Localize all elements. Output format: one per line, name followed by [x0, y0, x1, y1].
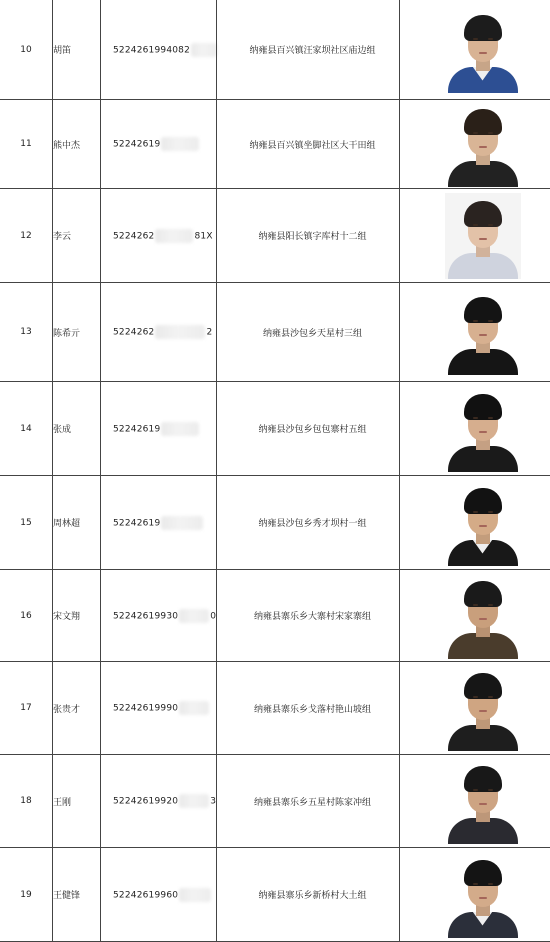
person-name: 王健锋: [53, 891, 81, 901]
column-divider: [399, 755, 400, 847]
table-row: [0, 100, 550, 189]
photo-eye-right: [488, 38, 493, 40]
photo-eye-right: [488, 417, 493, 419]
person-name: 李云: [53, 232, 72, 242]
column-divider: [52, 189, 53, 282]
table-row: [0, 848, 550, 942]
id-number: [113, 422, 200, 436]
id-number-visible-prefix: 52242619: [113, 424, 161, 434]
photo-eye-right: [488, 224, 493, 226]
column-divider: [216, 570, 217, 661]
id-number-cell: [100, 283, 216, 381]
id-number-cell: [100, 476, 216, 569]
id-number-cell: [100, 0, 216, 99]
photo-eye-right: [488, 696, 493, 698]
column-divider: [399, 848, 400, 941]
photo-eye-right: [488, 604, 493, 606]
column-divider: [52, 382, 53, 475]
row-number: 12: [20, 230, 32, 241]
row-number: 15: [20, 517, 32, 528]
id-redaction-blur: [161, 137, 199, 151]
home-address: 纳雍县沙包乡天星村三组: [262, 328, 362, 339]
portrait-photo: [445, 386, 521, 472]
table-row: [0, 189, 550, 283]
id-number: [113, 325, 212, 339]
id-number-visible-prefix: 52242619960: [113, 890, 179, 900]
column-divider: [52, 100, 53, 188]
person-name: 胡笛: [53, 46, 72, 56]
id-number-cell: [100, 570, 216, 661]
id-number: [113, 43, 218, 57]
row-number: 10: [20, 44, 32, 55]
photo-mouth: [479, 238, 487, 240]
photo-eye-right: [488, 132, 493, 134]
photo-eye-right: [488, 511, 493, 513]
photo-eye-left: [473, 696, 478, 698]
column-divider: [399, 570, 400, 661]
person-name: 陈希亓: [53, 328, 81, 339]
portrait-photo: [445, 7, 521, 93]
id-number: [113, 229, 213, 243]
column-divider: [216, 100, 217, 188]
portrait-photo: [445, 193, 521, 279]
column-divider: [52, 755, 53, 847]
photo-eye-left: [473, 511, 478, 513]
row-number: 17: [20, 703, 32, 713]
photo-cell: [399, 476, 550, 569]
portrait-photo: [445, 665, 521, 751]
column-divider: [52, 476, 53, 569]
id-number-visible-suffix: 3: [210, 796, 217, 807]
column-divider: [216, 476, 217, 569]
column-divider: [399, 189, 400, 282]
column-divider: [216, 382, 217, 475]
photo-eye-left: [473, 604, 478, 606]
column-divider: [100, 382, 101, 475]
photo-cell: [399, 848, 550, 941]
id-number-visible-prefix: 52242619: [113, 139, 161, 150]
person-name: 张贵才: [53, 704, 81, 715]
table-row: [0, 382, 550, 476]
portrait-photo: [445, 480, 521, 566]
photo-eye-left: [473, 417, 478, 419]
id-number-cell: [100, 662, 216, 754]
id-number: [113, 794, 216, 808]
person-name: 熊中杰: [53, 140, 81, 151]
row-number: 16: [20, 610, 32, 621]
portrait-photo: [445, 101, 521, 187]
photo-eye-left: [473, 789, 478, 791]
portrait-photo: [445, 852, 521, 938]
column-divider: [100, 476, 101, 569]
id-redaction-blur: [155, 325, 205, 339]
photo-mouth: [479, 710, 487, 712]
home-address: 纳雍县寨乐乡大寨村宋家寨组: [253, 612, 371, 622]
id-number-cell: [100, 382, 216, 475]
home-address: 纳雍县百兴镇汪家坝社区庙边组: [249, 46, 376, 56]
column-divider: [100, 570, 101, 661]
id-number-cell: [100, 100, 216, 188]
photo-mouth: [479, 146, 487, 148]
person-name: 周林超: [53, 519, 81, 529]
home-address: 纳雍县寨乐乡五星村陈家冲组: [253, 797, 371, 808]
id-number-visible-prefix: 52242619920: [113, 796, 179, 807]
photo-cell: [399, 0, 550, 99]
photo-eye-right: [488, 883, 493, 885]
photo-cell: [399, 189, 550, 282]
column-divider: [216, 283, 217, 381]
photo-cell: [399, 662, 550, 754]
home-address: 纳雍县沙包乡包包寨村五组: [258, 425, 367, 435]
column-divider: [399, 476, 400, 569]
id-number-visible-prefix: 5224262: [113, 231, 155, 241]
column-divider: [100, 755, 101, 847]
column-divider: [52, 848, 53, 941]
photo-eye-left: [473, 38, 478, 40]
id-number: [113, 701, 210, 715]
table-row: [0, 283, 550, 382]
photo-eye-left: [473, 320, 478, 322]
home-address: 纳雍县寨乐乡戈落村艳山坡组: [253, 704, 371, 715]
id-number-visible-suffix: 0: [210, 611, 217, 621]
row-number: 18: [20, 796, 32, 806]
portrait-photo: [445, 289, 521, 375]
id-number-cell: [100, 189, 216, 282]
photo-cell: [399, 382, 550, 475]
column-divider: [52, 662, 53, 754]
column-divider: [100, 283, 101, 381]
photo-mouth: [479, 897, 487, 899]
row-number: 11: [20, 139, 32, 149]
photo-eye-right: [488, 789, 493, 791]
column-divider: [216, 0, 217, 99]
column-divider: [52, 570, 53, 661]
home-address: 纳雍县沙包乡秀才坝村一组: [258, 519, 367, 529]
id-number: [113, 609, 216, 623]
photo-cell: [399, 283, 550, 381]
column-divider: [399, 382, 400, 475]
photo-cell: [399, 570, 550, 661]
id-number-visible-prefix: 52242619930: [113, 611, 179, 621]
photo-mouth: [479, 525, 487, 527]
id-redaction-blur: [161, 516, 203, 530]
row-number: 14: [20, 423, 32, 434]
photo-cell: [399, 100, 550, 188]
photo-hair: [464, 297, 502, 323]
table-row: [0, 570, 550, 662]
photo-mouth: [479, 431, 487, 433]
column-divider: [100, 189, 101, 282]
table-row: [0, 755, 550, 848]
id-number-visible-suffix: 81X: [194, 231, 213, 241]
person-name: 宋文翔: [53, 612, 81, 622]
id-redaction-blur: [191, 43, 217, 57]
photo-eye-left: [473, 132, 478, 134]
column-divider: [399, 0, 400, 99]
photo-mouth: [479, 334, 487, 336]
id-redaction-blur: [161, 422, 199, 436]
photo-mouth: [479, 52, 487, 54]
column-divider: [216, 848, 217, 941]
photo-mouth: [479, 803, 487, 805]
home-address: 纳雍县百兴镇坐脚社区大干田组: [249, 140, 376, 151]
photo-eye-right: [488, 320, 493, 322]
column-divider: [52, 0, 53, 99]
column-divider: [216, 189, 217, 282]
photo-cell: [399, 755, 550, 847]
column-divider: [399, 662, 400, 754]
id-redaction-blur: [155, 229, 193, 243]
table-row: [0, 0, 550, 100]
row-number: 13: [20, 327, 32, 337]
id-redaction-blur: [179, 609, 209, 623]
row-number: 19: [20, 889, 32, 900]
column-divider: [216, 755, 217, 847]
photo-eye-left: [473, 224, 478, 226]
home-address: 纳雍县阳长镇字库村十二组: [258, 232, 367, 242]
column-divider: [399, 100, 400, 188]
column-divider: [100, 0, 101, 99]
id-redaction-blur: [179, 888, 211, 902]
column-divider: [100, 662, 101, 754]
id-redaction-blur: [179, 794, 209, 808]
portrait-photo: [445, 573, 521, 659]
column-divider: [100, 848, 101, 941]
id-number-visible-prefix: 52242619990: [113, 703, 179, 714]
id-number: [113, 888, 212, 902]
id-number-cell: [100, 848, 216, 941]
id-number-visible-prefix: 5224262: [113, 327, 155, 338]
photo-hair: [464, 673, 502, 699]
column-divider: [399, 283, 400, 381]
photo-eye-left: [473, 883, 478, 885]
id-redaction-blur: [179, 701, 209, 715]
id-number-visible-suffix: 2: [206, 327, 213, 338]
photo-mouth: [479, 618, 487, 620]
photo-hair: [464, 109, 502, 135]
id-number-visible-prefix: 5224261994082: [113, 45, 191, 55]
column-divider: [100, 100, 101, 188]
id-number-cell: [100, 755, 216, 847]
id-number: [113, 137, 200, 151]
column-divider: [52, 283, 53, 381]
portrait-photo: [445, 758, 521, 844]
person-name: 王刚: [53, 797, 72, 808]
id-number: [113, 516, 204, 530]
home-address: 纳雍县寨乐乡新桥村大土组: [258, 891, 367, 901]
photo-hair: [464, 766, 502, 792]
column-divider: [216, 662, 217, 754]
table-row: [0, 662, 550, 755]
table-row: [0, 476, 550, 570]
person-name: 张成: [53, 425, 72, 435]
id-number-visible-prefix: 52242619: [113, 518, 161, 528]
